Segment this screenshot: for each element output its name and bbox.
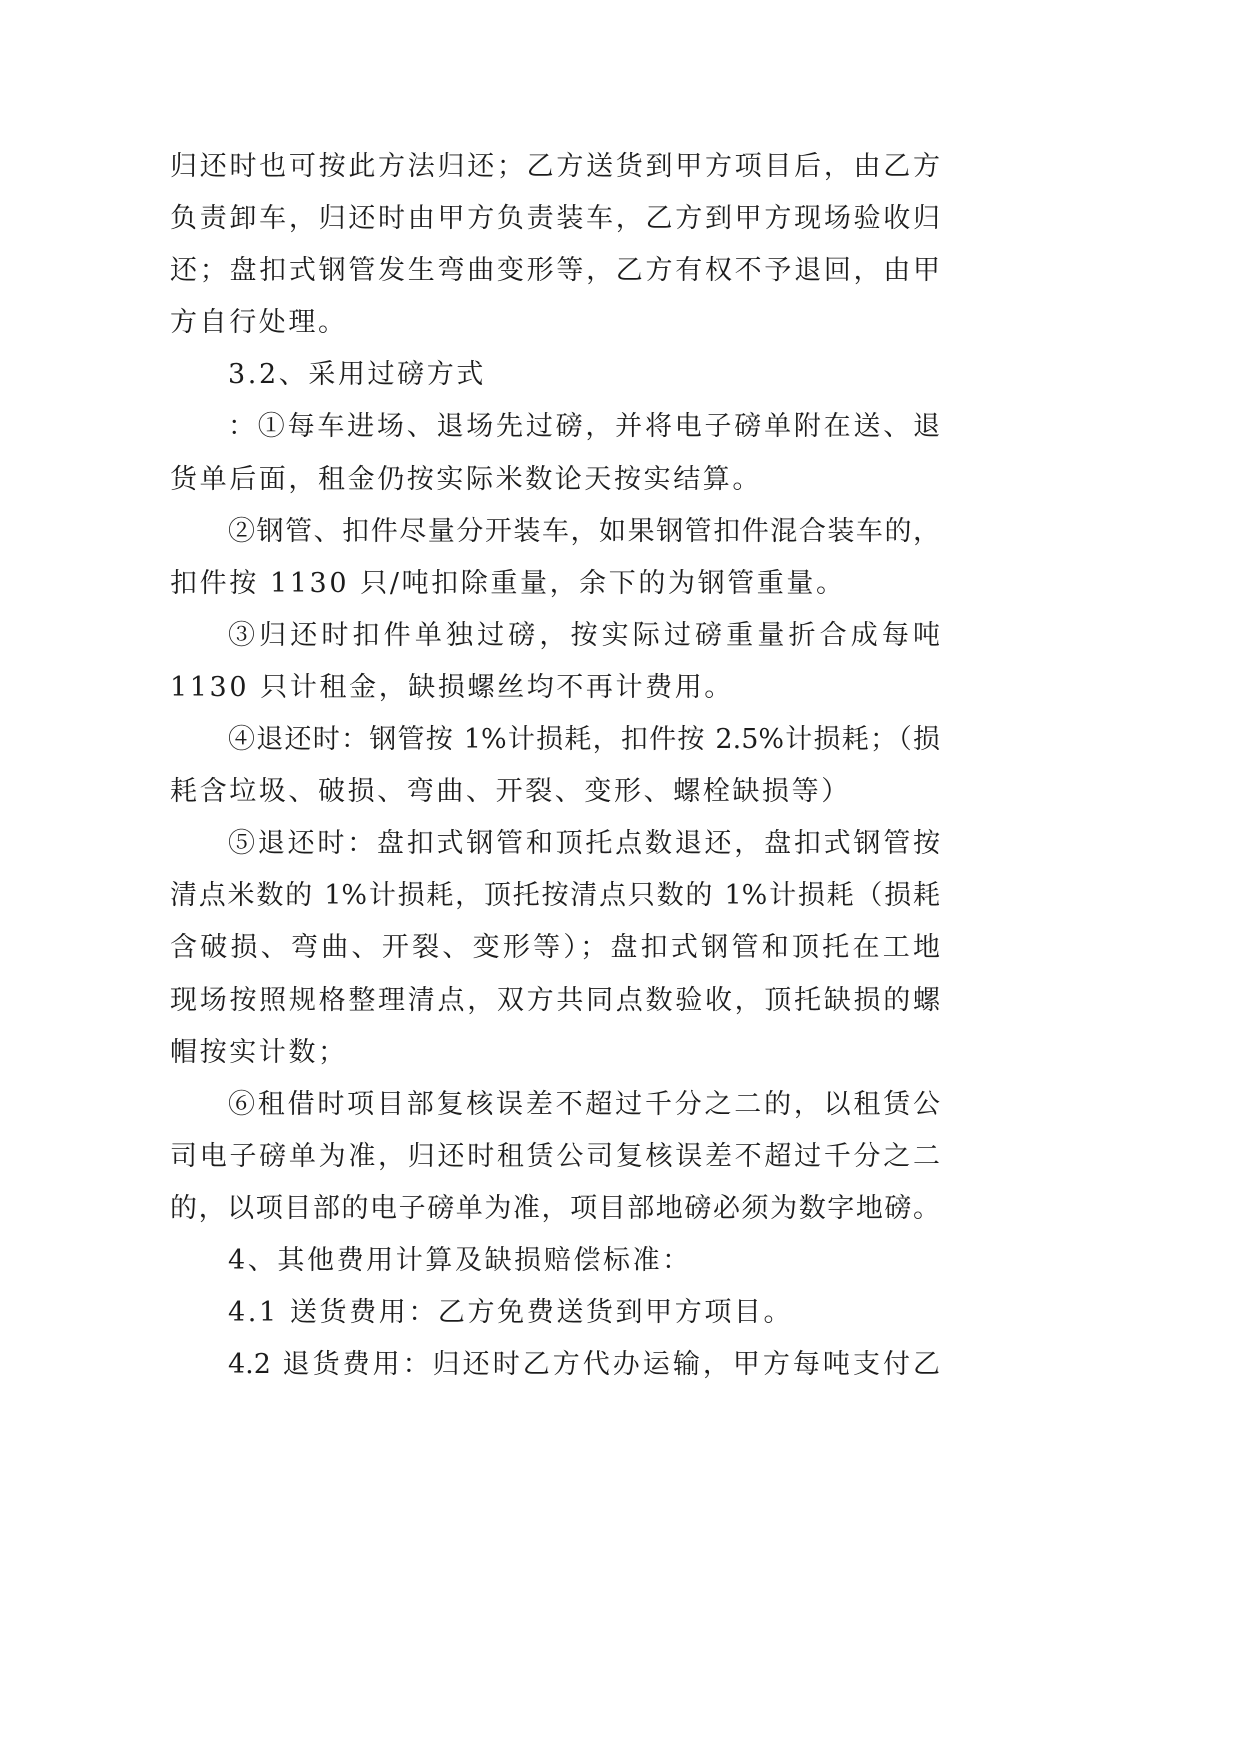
text-line: ②钢管、扣件尽量分开装车，如果钢管扣件混合装车的， — [228, 515, 940, 547]
text-line: 货单后面，租金仍按实际米数论天按实结算。 — [170, 463, 762, 495]
text-line: 还；盘扣式钢管发生弯曲变形等，乙方有权不予退回，由甲 — [170, 255, 940, 287]
section-heading-4 — [170, 1235, 940, 1287]
clause-4 — [170, 714, 940, 818]
clause-2 — [170, 506, 940, 610]
text-line: 司电子磅单为准，归还时租赁公司复核误差不超过千分之二 — [170, 1140, 940, 1172]
text-line: 方自行处理。 — [170, 307, 348, 339]
clause-6 — [170, 1079, 940, 1235]
text-line: ：①每车进场、退场先过磅，并将电子磅单附在送、退 — [228, 411, 940, 443]
text-line: 清点米数的 1%计损耗，顶托按清点只数的 1%计损耗（损耗 — [170, 880, 940, 912]
clause-5 — [170, 818, 940, 1078]
text-line: 的，以项目部的电子磅单为准，项目部地磅必须为数字地磅。 — [170, 1192, 940, 1224]
text-line: 归还时也可按此方法归还；乙方送货到甲方项目后，由乙方 — [170, 151, 940, 182]
text-line: ③归还时扣件单独过磅，按实际过磅重量折合成每吨 — [228, 619, 940, 651]
clause-4-2 — [170, 1339, 940, 1391]
text-line: ⑥租借时项目部复核误差不超过千分之二的，以租赁公 — [228, 1088, 940, 1120]
text-line: ⑤退还时：盘扣式钢管和顶托点数退还，盘扣式钢管按 — [228, 828, 940, 860]
document-body — [170, 141, 940, 1391]
paragraph-return-method — [170, 141, 940, 349]
section-heading: 4、其他费用计算及缺损赔偿标准： — [228, 1244, 692, 1276]
text-line: 扣件按 1130 只/吨扣除重量，余下的为钢管重量。 — [170, 567, 846, 599]
text-line: 帽按实计数； — [170, 1036, 348, 1068]
clause-1 — [170, 401, 940, 505]
text-line: 耗含垃圾、破损、弯曲、开裂、变形、螺栓缺损等） — [170, 776, 851, 808]
section-heading-3-2 — [170, 349, 940, 401]
text-line: 含破损、弯曲、开裂、变形等）；盘扣式钢管和顶托在工地 — [170, 932, 940, 964]
clause-3 — [170, 610, 940, 714]
clause-4-1 — [170, 1287, 940, 1339]
text-line: 4.1 送货费用：乙方免费送货到甲方项目。 — [228, 1297, 794, 1329]
text-line: 4.2 退货费用：归还时乙方代办运输，甲方每吨支付乙 — [228, 1349, 940, 1381]
text-line: 现场按照规格整理清点，双方共同点数验收，顶托缺损的螺 — [170, 984, 940, 1016]
text-line: 负责卸车，归还时由甲方负责装车，乙方到甲方现场验收归 — [170, 203, 940, 235]
text-line: ④退还时：钢管按 1%计损耗，扣件按 2.5%计损耗；（损 — [228, 724, 940, 756]
section-heading: 3.2、采用过磅方式 — [228, 359, 486, 391]
text-line: 1130 只计租金，缺损螺丝均不再计费用。 — [170, 671, 734, 703]
